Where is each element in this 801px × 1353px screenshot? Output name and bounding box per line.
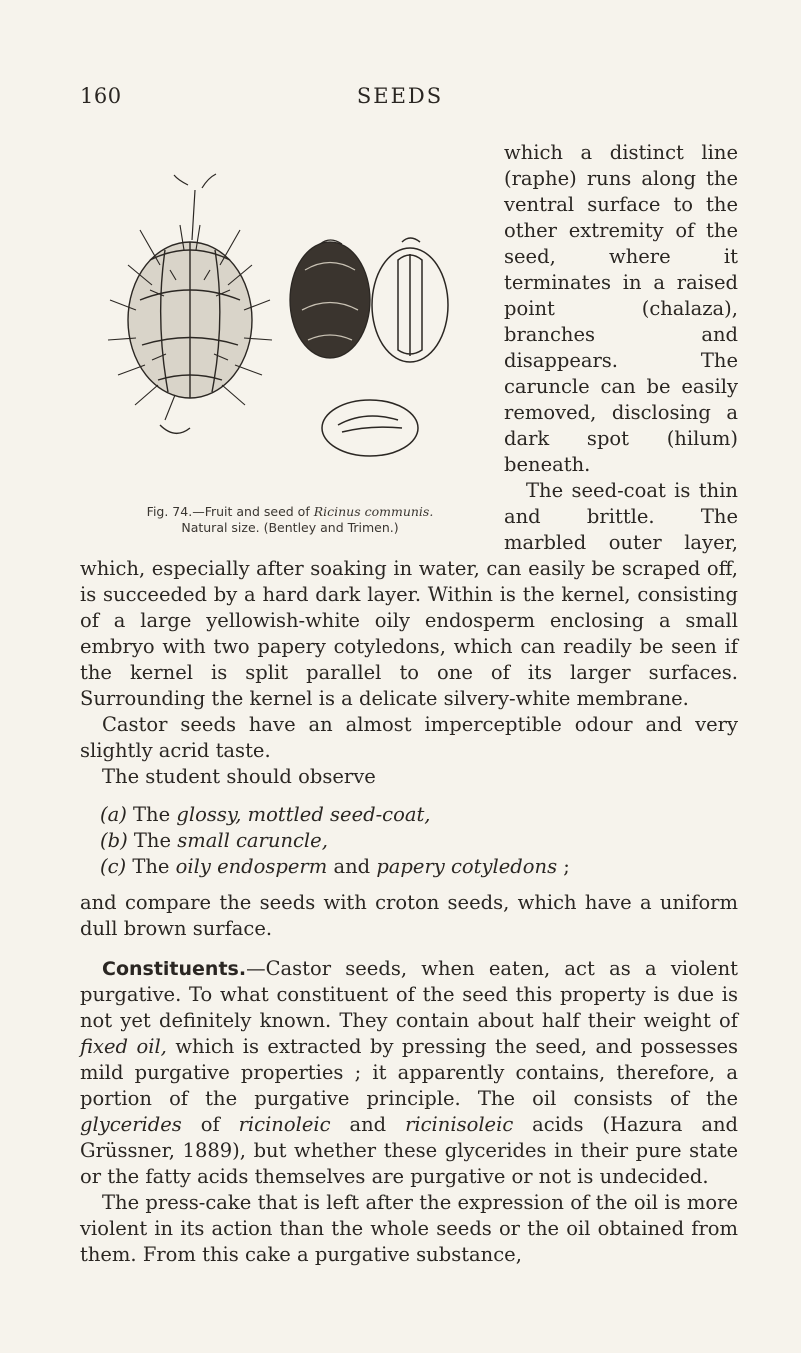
seed-back-drawing xyxy=(372,238,448,362)
running-title: SEEDS xyxy=(356,84,444,108)
spiny-fruit-drawing xyxy=(108,174,272,433)
paragraph-4: The student should observe xyxy=(102,765,376,788)
figure-74 xyxy=(80,170,500,546)
caption-text: —Fruit and seed of xyxy=(192,504,314,519)
caption-species: Ricinus communis. xyxy=(313,504,434,519)
paragraph-constituents: Constituents.—Castor seeds, when eaten, act as a violent purgative. To what constituent of the seed this property is due is not yet definitely known. They contain about half their weight of fixed oil, which is extracted by pressing the seed, and possesses mild purgative properties ; it apparently contains, therefore, a portion of the purgative principle. The oil consists of the glycerides of ricinoleic and ricinisoleic acids (Hazura and Grüssner, 1889), but whether these glycerides in their pure state or the fatty acids themselves are purgative or not is undecided. xyxy=(80,957,738,1188)
page-body xyxy=(80,140,738,1268)
caption-source: Natural size. (Bentley and Trimen.) xyxy=(181,520,399,535)
paragraph-1-text: which a distinct line (raphe) runs along the ventral surface to the other extremity of the seed, where it terminates in a raised point (chalaza), branches and disappears. The caruncle can be easily removed, disclosing a dark spot (hilum) beneath. xyxy=(504,141,738,476)
castor-fruit-illustration xyxy=(80,170,500,510)
paragraph-1 xyxy=(80,140,738,535)
list-item: (b) The small caruncle, xyxy=(100,829,328,852)
paragraph-5: and compare the seeds with croton seeds, which have a uniform dull brown surface. xyxy=(80,891,738,940)
section-heading: Constituents. xyxy=(102,958,247,980)
list-item: (a) The glossy, mottled seed-coat, xyxy=(100,803,431,826)
seed-front-drawing xyxy=(290,240,370,358)
figure-label: Fig. 74. xyxy=(146,504,193,519)
paragraph-3: Castor seeds have an almost imperceptible odour and very slightly acrid taste. xyxy=(80,713,738,762)
observation-list xyxy=(100,802,738,880)
paragraph-7: The press-cake that is left after the expression of the oil is more violent in its action than the whole seeds or the oil obtained from them. From this cake a purgative substance, xyxy=(80,1191,738,1266)
list-item: (c) The oily endosperm and papery cotyledons ; xyxy=(100,855,570,878)
seed-side-drawing xyxy=(322,400,418,456)
figure-caption xyxy=(80,504,500,536)
paragraph-2: The seed-coat is thin and brittle. The marbled outer layer, which, especially after soaking in water, can easily be scraped off, is succeeded by a hard dark layer. Within is the kernel, consisting of a large yellowish-white oily endosperm enclosing a small embryo with two papery cotyledons, which can readily be seen if the kernel is split parallel to one of its larger surfaces. Surrounding the kernel is a delicate silvery-white membrane. xyxy=(80,479,738,710)
page-number: 160 xyxy=(80,84,122,108)
